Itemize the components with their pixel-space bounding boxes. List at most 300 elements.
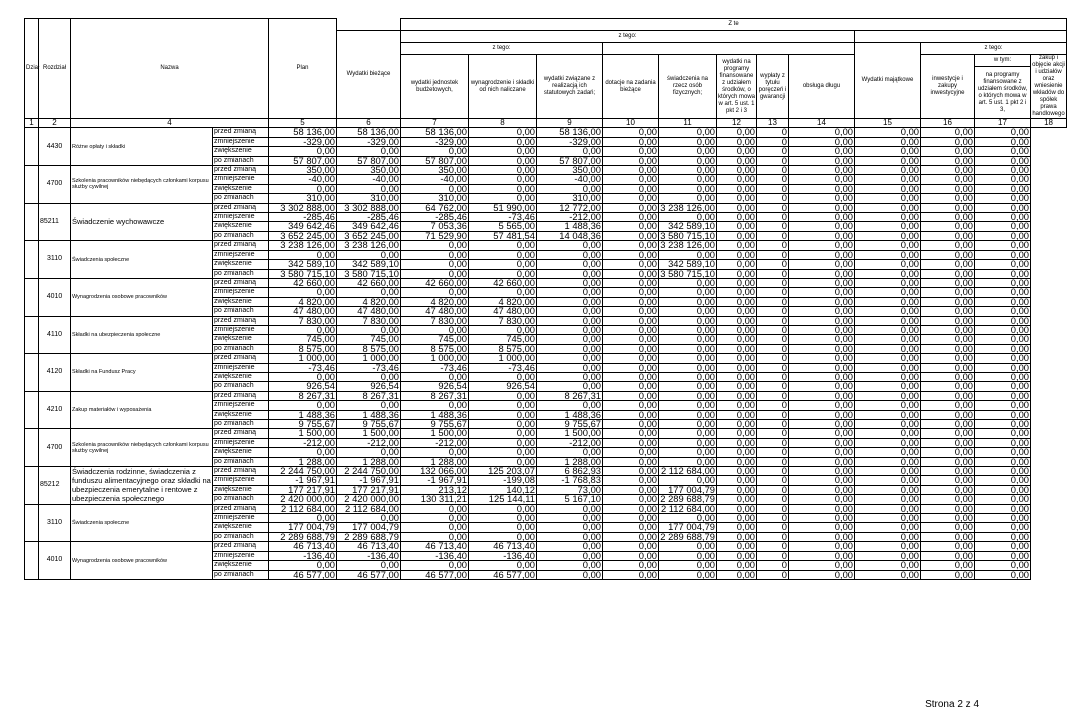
value-cell: 0,00 xyxy=(603,438,659,447)
value-cell: 0,00 xyxy=(789,269,855,278)
value-cell: 0 xyxy=(757,297,789,306)
value-cell: -40,00 xyxy=(401,175,469,184)
value-cell: 0,00 xyxy=(855,382,921,391)
value-cell: 0,00 xyxy=(789,551,855,560)
paragraf-cell: 4110 xyxy=(39,316,71,354)
value-cell: 0,00 xyxy=(717,316,757,325)
value-cell: -40,00 xyxy=(537,175,603,184)
value-cell: -40,00 xyxy=(337,175,401,184)
value-cell: 0,00 xyxy=(717,372,757,381)
row-label: po zmianach xyxy=(213,532,269,541)
value-cell: 0,00 xyxy=(855,514,921,523)
value-cell: 0,00 xyxy=(789,156,855,165)
value-cell: 47 480,00 xyxy=(269,307,337,316)
value-cell: 0,00 xyxy=(921,410,975,419)
h-z-tego3: z tego: xyxy=(921,43,1067,55)
value-cell: 1 488,36 xyxy=(537,222,603,231)
value-cell: 0,00 xyxy=(975,344,1031,353)
value-cell: 0,00 xyxy=(469,166,537,175)
value-cell: 0,00 xyxy=(401,250,469,259)
value-cell: 3 238 126,00 xyxy=(337,241,401,250)
value-cell: 0 xyxy=(757,269,789,278)
value-cell: 926,54 xyxy=(469,382,537,391)
value-cell: 0 xyxy=(757,307,789,316)
value-cell: 0,00 xyxy=(975,561,1031,570)
value-cell: 0,00 xyxy=(659,278,717,287)
paragraf-cell: 4700 xyxy=(39,429,71,467)
value-cell: 0,00 xyxy=(401,147,469,156)
value-cell: 0,00 xyxy=(975,429,1031,438)
value-cell: 1 500,00 xyxy=(269,429,337,438)
value-cell: 0,00 xyxy=(717,420,757,429)
value-cell: 926,54 xyxy=(269,382,337,391)
value-cell: 0,00 xyxy=(469,457,537,466)
value-cell: 0,00 xyxy=(921,194,975,203)
row-label: po zmianach xyxy=(213,495,269,504)
value-cell: 0,00 xyxy=(401,325,469,334)
value-cell: 0,00 xyxy=(659,438,717,447)
value-cell: -73,46 xyxy=(469,213,537,222)
value-cell: 0,00 xyxy=(717,344,757,353)
value-cell: 3 238 126,00 xyxy=(269,241,337,250)
dzial-cell xyxy=(25,128,39,166)
value-cell: 2 289 688,79 xyxy=(337,532,401,541)
value-cell: 0,00 xyxy=(855,561,921,570)
value-cell: 0,00 xyxy=(975,438,1031,447)
value-cell: 0,00 xyxy=(469,504,537,513)
value-cell: 0,00 xyxy=(921,363,975,372)
value-cell: 177 004,79 xyxy=(337,523,401,532)
value-cell: 0,00 xyxy=(603,269,659,278)
value-cell: 0,00 xyxy=(659,175,717,184)
dzial-cell xyxy=(25,467,39,505)
dzial-cell xyxy=(25,278,39,316)
value-cell: 0,00 xyxy=(789,448,855,457)
value-cell: -136,40 xyxy=(401,551,469,560)
value-cell: 4 820,00 xyxy=(337,297,401,306)
value-cell: 0,00 xyxy=(855,429,921,438)
value-cell: 0,00 xyxy=(921,269,975,278)
value-cell: 0 xyxy=(757,391,789,400)
value-cell: 0,00 xyxy=(603,231,659,240)
value-cell: 7 830,00 xyxy=(469,316,537,325)
name-cell: Zakup materiałów i wyposażenia xyxy=(71,391,213,429)
value-cell: 0,00 xyxy=(921,184,975,193)
value-cell: 0 xyxy=(757,222,789,231)
value-cell: 0,00 xyxy=(975,128,1031,137)
value-cell: 0,00 xyxy=(717,278,757,287)
value-cell: 0 xyxy=(757,551,789,560)
value-cell: 0,00 xyxy=(659,156,717,165)
value-cell: 0,00 xyxy=(603,156,659,165)
dzial-cell xyxy=(25,203,39,241)
value-cell: 0,00 xyxy=(921,401,975,410)
value-cell: 0,00 xyxy=(659,354,717,363)
value-cell: 342 589,10 xyxy=(659,260,717,269)
value-cell: 0,00 xyxy=(975,532,1031,541)
value-cell: 57 807,00 xyxy=(269,156,337,165)
value-cell: 0,00 xyxy=(537,401,603,410)
value-cell: 0,00 xyxy=(975,401,1031,410)
value-cell: 0,00 xyxy=(975,542,1031,551)
row-label: przed zmianą xyxy=(213,391,269,400)
value-cell: -73,46 xyxy=(401,363,469,372)
value-cell: 9 755,67 xyxy=(537,420,603,429)
value-cell: 0,00 xyxy=(855,523,921,532)
value-cell: 0,00 xyxy=(603,429,659,438)
value-cell: 0,00 xyxy=(717,137,757,146)
value-cell: 0,00 xyxy=(789,231,855,240)
value-cell: 0,00 xyxy=(603,363,659,372)
value-cell: 0,00 xyxy=(921,438,975,447)
value-cell: 0,00 xyxy=(603,222,659,231)
value-cell: 0,00 xyxy=(603,278,659,287)
value-cell: 0 xyxy=(757,401,789,410)
value-cell: 5 167,10 xyxy=(537,495,603,504)
value-cell: 0,00 xyxy=(789,222,855,231)
row-label: po zmianach xyxy=(213,156,269,165)
value-cell: 0,00 xyxy=(717,570,757,579)
value-cell: 8 267,31 xyxy=(537,391,603,400)
value-cell: 8 575,00 xyxy=(401,344,469,353)
value-cell: 42 660,00 xyxy=(401,278,469,287)
value-cell: 0,00 xyxy=(789,316,855,325)
value-cell: 0,00 xyxy=(921,278,975,287)
value-cell: 0,00 xyxy=(921,542,975,551)
col-number: 6 xyxy=(337,119,401,128)
value-cell: 0,00 xyxy=(537,184,603,193)
value-cell: 0 xyxy=(757,335,789,344)
value-cell: -285,46 xyxy=(337,213,401,222)
value-cell: 0,00 xyxy=(921,231,975,240)
value-cell: 0,00 xyxy=(337,448,401,457)
row-label: zwiększenie xyxy=(213,260,269,269)
col-number: 14 xyxy=(789,119,855,128)
value-cell: 0,00 xyxy=(659,307,717,316)
value-cell: 0,00 xyxy=(921,523,975,532)
value-cell: 0,00 xyxy=(603,523,659,532)
value-cell: 0,00 xyxy=(537,354,603,363)
value-cell: 0,00 xyxy=(789,514,855,523)
value-cell: 0,00 xyxy=(975,269,1031,278)
value-cell: 0,00 xyxy=(921,137,975,146)
value-cell: 926,54 xyxy=(401,382,469,391)
value-cell: 0,00 xyxy=(469,523,537,532)
value-cell: 0,00 xyxy=(789,457,855,466)
paragraf-cell: 4700 xyxy=(39,166,71,204)
value-cell: 0,00 xyxy=(537,363,603,372)
value-cell: 132 066,00 xyxy=(401,467,469,476)
value-cell: 0,00 xyxy=(921,260,975,269)
value-cell: 46 713,40 xyxy=(337,542,401,551)
value-cell: 0,00 xyxy=(659,570,717,579)
value-cell: 0,00 xyxy=(717,325,757,334)
value-cell: 0,00 xyxy=(717,297,757,306)
value-cell: 0,00 xyxy=(921,485,975,494)
value-cell: -285,46 xyxy=(401,213,469,222)
value-cell: 0,00 xyxy=(855,184,921,193)
row-label: zmniejszenie xyxy=(213,476,269,485)
value-cell: 73,00 xyxy=(537,485,603,494)
value-cell: 0,00 xyxy=(603,391,659,400)
value-cell: 0,00 xyxy=(717,476,757,485)
value-cell: 0,00 xyxy=(659,213,717,222)
value-cell: 0 xyxy=(757,231,789,240)
value-cell: 140,12 xyxy=(469,485,537,494)
value-cell: 0,00 xyxy=(603,457,659,466)
value-cell: 0,00 xyxy=(975,448,1031,457)
row-label: przed zmianą xyxy=(213,542,269,551)
value-cell: 0,00 xyxy=(855,570,921,579)
value-cell: 1 488,36 xyxy=(337,410,401,419)
h-w-tym: w tym: xyxy=(975,55,1031,67)
value-cell: 0,00 xyxy=(789,495,855,504)
value-cell: 0,00 xyxy=(537,344,603,353)
value-cell: 0 xyxy=(757,354,789,363)
value-cell: 0,00 xyxy=(921,175,975,184)
value-cell: 0,00 xyxy=(469,128,537,137)
h-na-programy: na programy finansowane z udziałem środków, o których mowa w art. 5 ust. 1 pkt 2 i 3, xyxy=(975,67,1031,119)
value-cell: 0,00 xyxy=(717,260,757,269)
value-cell: 0,00 xyxy=(401,514,469,523)
row-label: zmniejszenie xyxy=(213,288,269,297)
value-cell: 0 xyxy=(757,278,789,287)
value-cell: 0,00 xyxy=(717,147,757,156)
value-cell: 0,00 xyxy=(659,147,717,156)
value-cell: 14 048,36 xyxy=(537,231,603,240)
value-cell: 0,00 xyxy=(789,504,855,513)
value-cell: 0,00 xyxy=(717,307,757,316)
value-cell: 0,00 xyxy=(921,288,975,297)
h-wydatki-jednostek: wydatki jednostek budżetowych, xyxy=(401,55,469,119)
value-cell: 0,00 xyxy=(717,335,757,344)
value-cell: 0,00 xyxy=(337,514,401,523)
value-cell: 0 xyxy=(757,156,789,165)
value-cell: 57 807,00 xyxy=(337,156,401,165)
h-dzial: Dział xyxy=(25,19,39,119)
value-cell: 0,00 xyxy=(855,363,921,372)
value-cell: 0,00 xyxy=(855,250,921,259)
row-label: po zmianach xyxy=(213,307,269,316)
row-label: zmniejszenie xyxy=(213,514,269,523)
dzial-cell xyxy=(25,429,39,467)
paragraf-cell: 3110 xyxy=(39,241,71,279)
value-cell: 0,00 xyxy=(603,551,659,560)
value-cell: 0,00 xyxy=(921,156,975,165)
value-cell: 0,00 xyxy=(789,260,855,269)
value-cell: 0,00 xyxy=(921,391,975,400)
row-label: po zmianach xyxy=(213,420,269,429)
value-cell: 0,00 xyxy=(337,561,401,570)
row-label: zmniejszenie xyxy=(213,175,269,184)
value-cell: 0,00 xyxy=(975,410,1031,419)
value-cell: 0,00 xyxy=(659,250,717,259)
value-cell: 0,00 xyxy=(855,467,921,476)
value-cell: 0,00 xyxy=(855,241,921,250)
value-cell: 0,00 xyxy=(855,485,921,494)
row-label: zmniejszenie xyxy=(213,250,269,259)
value-cell: 1 288,00 xyxy=(337,457,401,466)
value-cell: 0,00 xyxy=(855,137,921,146)
value-cell: 926,54 xyxy=(337,382,401,391)
value-cell: 0,00 xyxy=(921,448,975,457)
value-cell: 0 xyxy=(757,448,789,457)
value-cell: 0,00 xyxy=(269,372,337,381)
name-cell: Świadczenia rodzinne, świadczenia z funduszu alimentacyjnego oraz składki na ubezpieczenia emerytalne i rentowe z ubezpieczenia społecznego xyxy=(72,467,211,504)
value-cell: 0,00 xyxy=(469,250,537,259)
value-cell: 0,00 xyxy=(603,485,659,494)
value-cell: 0,00 xyxy=(789,241,855,250)
value-cell: 0,00 xyxy=(921,561,975,570)
value-cell: 0,00 xyxy=(537,570,603,579)
value-cell: 0,00 xyxy=(469,184,537,193)
value-cell: 0,00 xyxy=(717,429,757,438)
value-cell: 0,00 xyxy=(975,213,1031,222)
value-cell: 0,00 xyxy=(603,297,659,306)
row-label: po zmianach xyxy=(213,194,269,203)
value-cell: 46 713,40 xyxy=(469,542,537,551)
value-cell: 0,00 xyxy=(401,401,469,410)
value-cell: 57 807,00 xyxy=(537,156,603,165)
value-cell: 0,00 xyxy=(717,495,757,504)
value-cell: 0,00 xyxy=(659,429,717,438)
value-cell: -285,46 xyxy=(269,213,337,222)
value-cell: 745,00 xyxy=(269,335,337,344)
value-cell: 0,00 xyxy=(789,429,855,438)
row-label: po zmianach xyxy=(213,570,269,579)
value-cell: 0,00 xyxy=(855,156,921,165)
value-cell: 0,00 xyxy=(921,382,975,391)
value-cell: 0,00 xyxy=(469,438,537,447)
value-cell: 0,00 xyxy=(975,297,1031,306)
row-label: zwiększenie xyxy=(213,448,269,457)
value-cell: 0,00 xyxy=(789,354,855,363)
value-cell: 0,00 xyxy=(603,410,659,419)
value-cell: 3 238 126,00 xyxy=(660,201,715,213)
value-cell: 0,00 xyxy=(603,175,659,184)
value-cell: 745,00 xyxy=(469,335,537,344)
value-cell: 4 820,00 xyxy=(469,297,537,306)
value-cell: 1 488,36 xyxy=(537,410,603,419)
value-cell: 0,00 xyxy=(603,542,659,551)
value-cell: 0,00 xyxy=(401,561,469,570)
value-cell: 0,00 xyxy=(717,467,757,476)
value-cell: 0,00 xyxy=(537,504,603,513)
value-cell: 0,00 xyxy=(337,401,401,410)
value-cell: 0,00 xyxy=(717,175,757,184)
row-label: przed zmianą xyxy=(213,316,269,325)
value-cell: 0,00 xyxy=(975,354,1031,363)
value-cell: 0,00 xyxy=(975,335,1031,344)
value-cell: 0,00 xyxy=(855,354,921,363)
name-cell: Wynagrodzenia osobowe pracowników xyxy=(71,278,213,316)
value-cell: 0,00 xyxy=(469,514,537,523)
value-cell: 0,00 xyxy=(269,288,337,297)
value-cell: 0,00 xyxy=(855,307,921,316)
value-cell: -329,00 xyxy=(269,137,337,146)
value-cell: 0,00 xyxy=(469,372,537,381)
value-cell: 8 575,00 xyxy=(469,344,537,353)
value-cell: 3 580 715,10 xyxy=(269,269,337,278)
value-cell: 2 420 000,00 xyxy=(269,495,337,504)
col-number: 18 xyxy=(1031,119,1067,128)
value-cell: 0,00 xyxy=(789,532,855,541)
value-cell: 0,00 xyxy=(401,372,469,381)
col-number: 16 xyxy=(921,119,975,128)
value-cell: 0,00 xyxy=(975,476,1031,485)
value-cell: 0,00 xyxy=(855,316,921,325)
row-label: zwiększenie xyxy=(213,147,269,156)
value-cell: 0,00 xyxy=(789,401,855,410)
h-plan: Plan xyxy=(269,19,337,119)
value-cell: -1 967,91 xyxy=(269,476,337,485)
value-cell: 2 289 688,79 xyxy=(660,530,715,542)
name-cell: Różne opłaty i składki xyxy=(71,128,213,166)
value-cell: 0 xyxy=(757,175,789,184)
value-cell: 0,00 xyxy=(789,288,855,297)
value-cell: 0 xyxy=(757,194,789,203)
value-cell: 0,00 xyxy=(975,184,1031,193)
value-cell: 310,00 xyxy=(269,194,337,203)
value-cell: 350,00 xyxy=(269,166,337,175)
dzial-cell xyxy=(25,542,39,580)
value-cell: 0,00 xyxy=(717,561,757,570)
value-cell: 177 004,79 xyxy=(659,485,717,494)
value-cell: 0,00 xyxy=(659,297,717,306)
value-cell: 350,00 xyxy=(337,166,401,175)
value-cell: 0,00 xyxy=(717,363,757,372)
value-cell: 3 652 245,00 xyxy=(269,231,337,240)
value-cell: 0,00 xyxy=(921,354,975,363)
value-cell: 0,00 xyxy=(269,561,337,570)
value-cell: 0,00 xyxy=(603,166,659,175)
name-cell: Szkolenia pracowników niebędących członkami korpusu służby cywilnej xyxy=(71,166,213,204)
value-cell: 58 136,00 xyxy=(401,128,469,137)
value-cell: 0,00 xyxy=(659,344,717,353)
value-cell: 0,00 xyxy=(921,325,975,334)
value-cell: 0,00 xyxy=(975,250,1031,259)
value-cell: 342 589,10 xyxy=(269,260,337,269)
value-cell: 64 762,00 xyxy=(401,203,469,212)
value-cell: 57 481,54 xyxy=(469,231,537,240)
row-label: przed zmianą xyxy=(213,278,269,287)
value-cell: 0,00 xyxy=(337,372,401,381)
value-cell: 3 238 126,00 xyxy=(660,239,715,251)
value-cell: 0,00 xyxy=(603,570,659,579)
value-cell: 0,00 xyxy=(975,495,1031,504)
value-cell: 0,00 xyxy=(717,166,757,175)
value-cell: 8 267,31 xyxy=(337,391,401,400)
value-cell: 0,00 xyxy=(269,184,337,193)
value-cell: 0,00 xyxy=(401,260,469,269)
value-cell: 342 589,10 xyxy=(659,222,717,231)
value-cell: 0,00 xyxy=(789,372,855,381)
value-cell: 0,00 xyxy=(269,325,337,334)
value-cell: 349 642,46 xyxy=(269,222,337,231)
value-cell: 0,00 xyxy=(659,382,717,391)
value-cell: 0,00 xyxy=(921,222,975,231)
paragraf-cell: 4120 xyxy=(39,354,71,392)
value-cell: 0 xyxy=(757,410,789,419)
value-cell: -329,00 xyxy=(401,137,469,146)
dzial-cell xyxy=(25,504,39,542)
value-cell: 0,00 xyxy=(537,250,603,259)
value-cell: 0,00 xyxy=(855,335,921,344)
value-cell: 0,00 xyxy=(855,147,921,156)
value-cell: 0 xyxy=(757,344,789,353)
row-label: po zmianach xyxy=(213,269,269,278)
page-footer: Strona 2 z 4 xyxy=(925,699,979,710)
